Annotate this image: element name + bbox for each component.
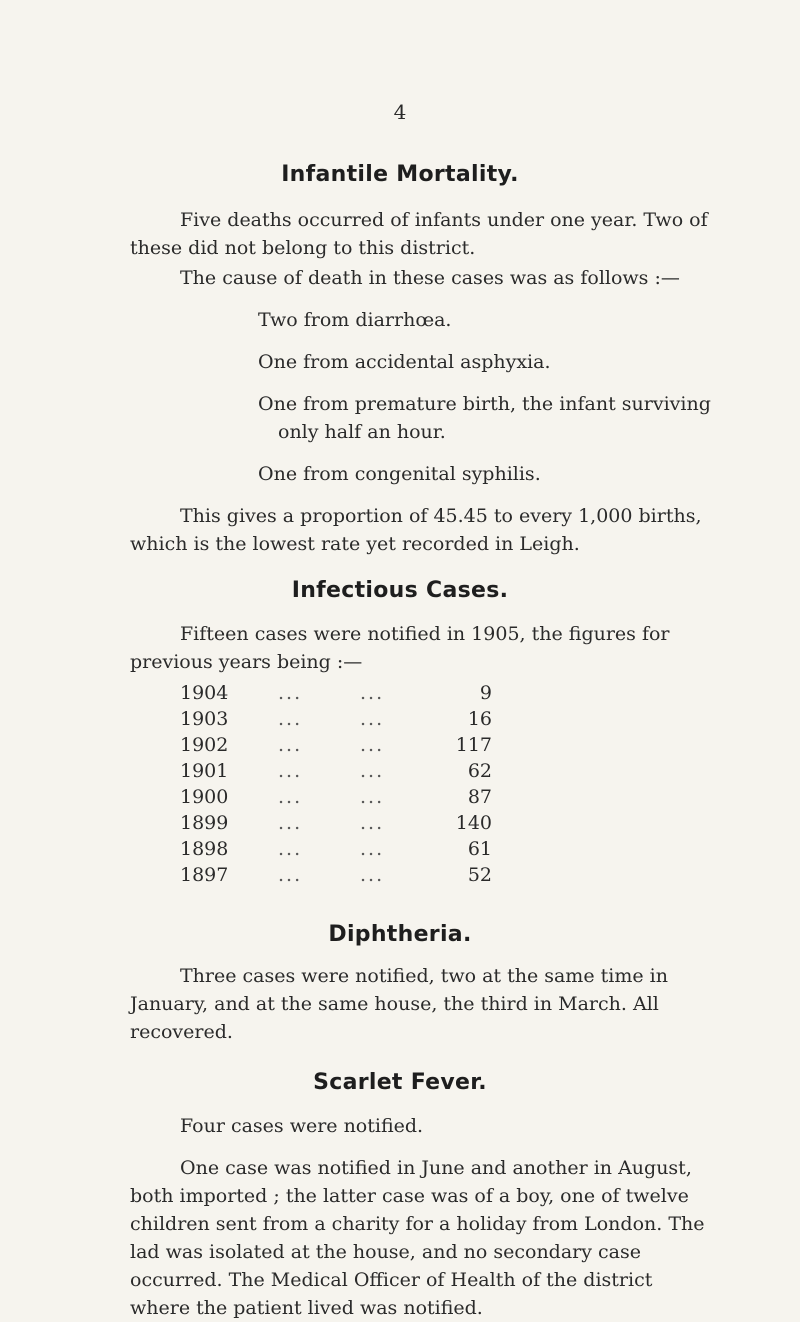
infectious-intro: Fifteen cases were notified in 1905, the figures for previous years being :—	[130, 623, 670, 673]
cases-cell: 62	[467, 760, 492, 782]
leader-dots: ...	[360, 682, 385, 704]
table-row	[180, 784, 520, 810]
cause-item-continuation: only half an hour.	[278, 421, 446, 443]
scarlet-paragraph-2: One case was notified in June and another in August, both imported ; the latter case was of a boy, one of twelve children sent from a charity for a holiday from London. The lad was isolated at the house, and no secondary case occurred. The Medical Officer of Health of the district where the patient lived was notified.	[130, 1157, 705, 1319]
leader-dots: ...	[278, 682, 303, 704]
cases-cell: 16	[467, 708, 492, 730]
scarlet-paragraph-1: Four cases were notified.	[180, 1115, 424, 1137]
leader-dots: ...	[278, 734, 303, 756]
infantile-mortality-heading: Infantile Mortality.	[281, 162, 519, 187]
infantile-paragraph-3: This gives a proportion of 45.45 to every 1,000 births, which is the lowest rate yet recorded in Leigh.	[130, 505, 702, 555]
cause-item: One from accidental asphyxia.	[258, 351, 551, 373]
leader-dots: ...	[360, 864, 385, 886]
leader-dots: ...	[278, 708, 303, 730]
leader-dots: ...	[278, 864, 303, 886]
leader-dots: ...	[278, 786, 303, 808]
table-row	[180, 810, 520, 836]
infantile-paragraph-2: The cause of death in these cases was as follows :—	[180, 267, 680, 289]
leader-dots: ...	[360, 708, 385, 730]
table-row	[180, 680, 520, 706]
cause-item: Two from diarrhœa.	[258, 309, 452, 331]
cause-item	[258, 390, 718, 446]
page-number: 4	[393, 100, 407, 124]
year-cell: 1897	[180, 864, 229, 886]
year-cell: 1898	[180, 838, 229, 860]
year-cell: 1899	[180, 812, 229, 834]
cases-cell: 9	[479, 682, 492, 704]
table-row	[180, 732, 520, 758]
cases-cell: 140	[455, 812, 492, 834]
leader-dots: ...	[360, 812, 385, 834]
cases-cell: 117	[455, 734, 492, 756]
cases-cell: 52	[467, 864, 492, 886]
infantile-paragraph-1: Five deaths occurred of infants under one year. Two of these did not belong to this district.	[130, 209, 708, 259]
leader-dots: ...	[278, 838, 303, 860]
diphtheria-heading: Diphtheria.	[328, 922, 472, 947]
leader-dots: ...	[360, 760, 385, 782]
cause-item-line: One from premature birth, the infant surviving	[258, 393, 711, 415]
year-cell: 1900	[180, 786, 229, 808]
year-cell: 1904	[180, 682, 229, 704]
cause-item: One from congenital syphilis.	[258, 463, 541, 485]
table-row	[180, 836, 520, 862]
leader-dots: ...	[278, 812, 303, 834]
cases-cell: 87	[467, 786, 492, 808]
leader-dots: ...	[278, 760, 303, 782]
scarlet-fever-heading: Scarlet Fever.	[313, 1070, 487, 1095]
table-row	[180, 706, 520, 732]
infectious-cases-heading: Infectious Cases.	[291, 578, 509, 603]
leader-dots: ...	[360, 734, 385, 756]
diphtheria-paragraph: Three cases were notified, two at the same time in January, and at the same house, the third in March. All recovered.	[130, 965, 668, 1043]
cases-cell: 61	[467, 838, 492, 860]
table-row	[180, 758, 520, 784]
leader-dots: ...	[360, 838, 385, 860]
year-cell: 1901	[180, 760, 229, 782]
year-cell: 1903	[180, 708, 229, 730]
table-row	[180, 862, 520, 888]
leader-dots: ...	[360, 786, 385, 808]
year-cell: 1902	[180, 734, 229, 756]
